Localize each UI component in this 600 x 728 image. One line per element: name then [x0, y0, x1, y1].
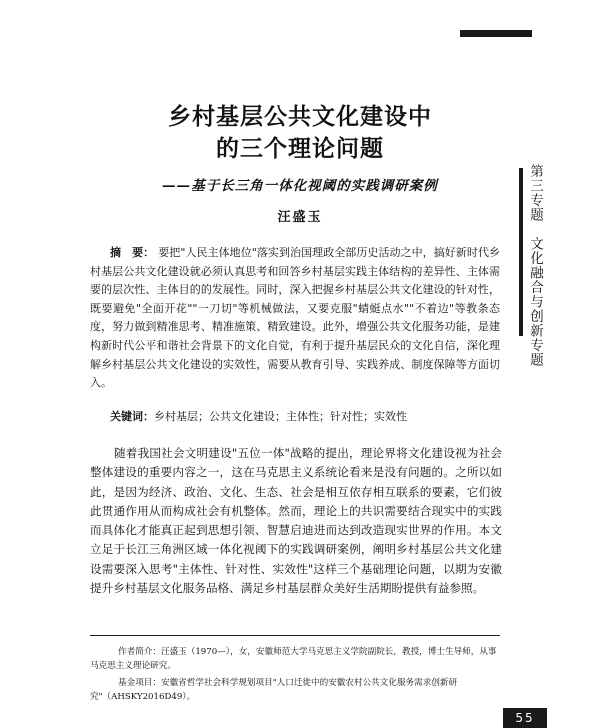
footnote-divider	[90, 635, 500, 636]
section-side-label: 第三专题 文化融合与创新专题	[527, 164, 543, 367]
footnote-author-intro: 作者简介：汪盛玉（1970—），女，安徽师范大学马克思主义学院副院长，教授，博士生导师，从事马克思主义理论研究。	[90, 647, 497, 671]
body-paragraph: 随着我国社会文明建设"五位一体"战略的提出，理论界将文化建设视为社会整体建设的重要内容之一，这在马克思主义系统论看来是没有问题的。之所以如此，是因为经济、政治、文化、生态、社会是相互依存相互联系的要素，它们彼此贯通作用从而构成社会有机整体。然而，理论上的共识需要结合现实中的实践而具体化才能真正起到思想引领、智慧启迪进而达到改造现实世界的作用。本文立足于长江三角洲区域一体化视阈下的实践调研案例，阐明乡村基层公共文化建设需要深入思考"主体性、针对性、实效性"这样三个基础理论问题，以期为安徽提升乡村基层文化服务品格、满足乡村基层群众美好生活期盼提供有益参照。	[90, 446, 502, 596]
article-title-line1: 乡村基层公共文化建设中	[168, 104, 432, 130]
page-number: 55	[503, 708, 547, 728]
footnote-fund: 基金项目：安徽省哲学社会科学规划项目"人口迁徙中的安徽农村公共文化服务需求创新研究"（AHSKY2016D49）。	[90, 678, 458, 702]
keywords	[110, 408, 510, 424]
side-decoration-bar	[519, 168, 523, 336]
abstract-text: 要把"人民主体地位"落实到治国理政全部历史活动之中，搞好新时代乡村基层公共文化建设就必须认真思考和回答乡村基层实践主体结构的差异性、主体需要的层次性、主体目的的发展性。同时，深入把握乡村基层公共文化建设的针对性，既要避免"全面开花""一刀切"等机械做法，又要克服"蜻蜓点水""不着边"等教条态度，努力做到精准思考、精准施策、精致建设。此外，增强公共文化服务功能，是建构新时代公平和谐社会背景下的文化自觉，有利于提升基层民众的文化自信，深化理解乡村基层公共文化建设的实效性，需要从教育引导、实践养成、制度保障等方面切入。	[90, 246, 500, 390]
keywords-label: 关键词：	[110, 410, 154, 423]
keywords-text: 乡村基层；公共文化建设；主体性；针对性；实效性	[154, 410, 407, 423]
article-subtitle: ——基于长三角一体化视阈的实践调研案例	[162, 178, 438, 194]
author-name: 汪盛玉	[277, 210, 323, 225]
abstract	[90, 244, 500, 393]
header-decoration-bar	[460, 30, 532, 37]
abstract-label: 摘 要：	[110, 246, 155, 259]
article-title-line2: 的三个理论问题	[216, 136, 384, 162]
